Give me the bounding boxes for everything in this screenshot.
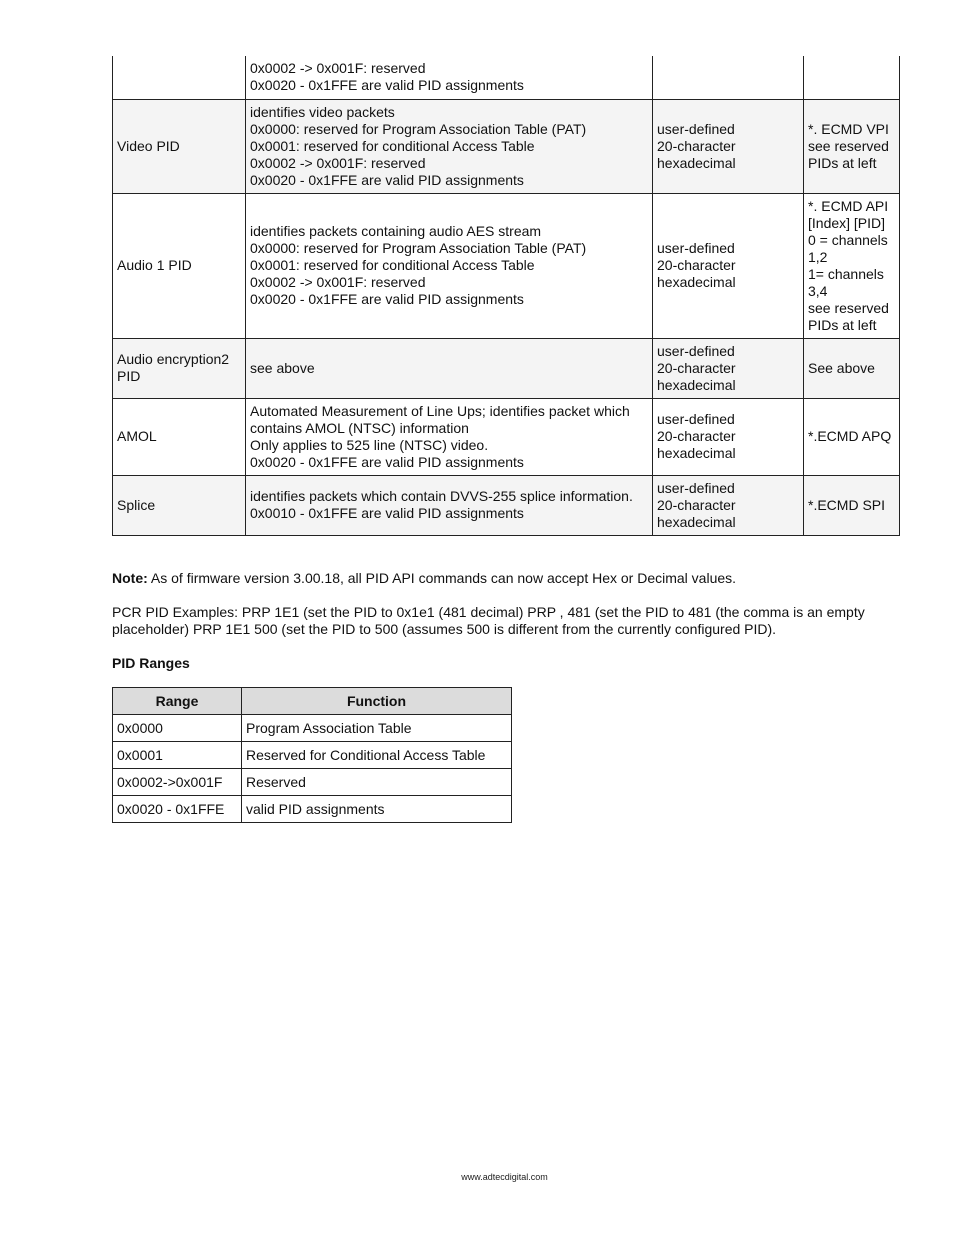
api-line: 1= channels (808, 265, 884, 282)
table-cell-name: Splice (113, 475, 246, 535)
table-cell-value (653, 398, 804, 475)
api-line: See above (808, 359, 875, 376)
api-line: see reserved (808, 299, 889, 316)
table-cell-api (804, 56, 900, 99)
value-line: hexadecimal (657, 376, 736, 393)
table-cell-description (246, 338, 653, 398)
table-row (113, 796, 512, 823)
note-text: As of firmware version 3.00.18, all PID API commands can now accept Hex or Decimal values. (147, 570, 737, 586)
range-cell: 0x0020 - 0x1FFE (113, 796, 242, 823)
table-row-audio-encryption2-pid (113, 338, 900, 398)
api-line: *.ECMD APQ (808, 428, 892, 444)
api-line: *.ECMD SPI (808, 496, 886, 513)
table-cell-description (246, 99, 653, 193)
value-line: 20-character (657, 428, 736, 444)
note-paragraph (112, 570, 902, 587)
range-cell: 0x0001 (113, 742, 242, 769)
api-line: PIDs at left (808, 316, 877, 333)
table-cell-name (113, 338, 246, 398)
table-cell-value (653, 193, 804, 338)
table-cell-api (804, 475, 900, 535)
api-line: PIDs at left (808, 154, 877, 171)
table-cell-value (653, 475, 804, 535)
pid-settings-table (112, 56, 900, 536)
description-line: contains AMOL (NTSC) information (250, 419, 469, 436)
table-header-row (113, 688, 512, 715)
table-cell-description (246, 398, 653, 475)
table-row-continuation (113, 56, 900, 99)
table-cell-name: Audio 1 PID (113, 193, 246, 338)
description-line: 0x0020 - 0x1FFE are valid PID assignments (250, 291, 524, 307)
value-line: 20-character (657, 496, 736, 513)
table-cell-api (804, 338, 900, 398)
column-header-function: Function (242, 688, 512, 715)
description-line: 0x0001: reserved for conditional Access Table (250, 257, 535, 273)
description-line: 0x0001: reserved for conditional Access Table (250, 137, 535, 154)
description-line: 0x0002 -> 0x001F: reserved (250, 154, 426, 171)
table-row (113, 769, 512, 796)
api-line: 3,4 (808, 282, 828, 299)
footer-url: www.adtecdigital.com (461, 1172, 548, 1182)
range-cell: 0x0000 (113, 715, 242, 742)
table-cell-value (653, 338, 804, 398)
api-line: [Index] [PID] (808, 214, 886, 231)
table-cell-description (246, 475, 653, 535)
description-line: 0x0020 - 0x1FFE are valid PID assignments (250, 453, 524, 470)
range-cell: 0x0002->0x001F (113, 769, 242, 796)
table-cell-api (804, 398, 900, 475)
description-line: 0x0020 - 0x1FFE are valid PID assignments (250, 77, 524, 94)
table-row (113, 742, 512, 769)
api-line: 1,2 (808, 248, 828, 265)
function-cell: Program Association Table (242, 715, 512, 742)
description-line: 0x0000: reserved for Program Association Table (PAT) (250, 240, 587, 256)
description-line: identifies packets which contain DVVS-255 splice information. (250, 488, 633, 504)
column-header-range: Range (113, 688, 242, 715)
description-line: 0x0010 - 0x1FFE are valid PID assignments (250, 505, 524, 521)
api-line: *. ECMD VPI (808, 120, 889, 137)
value-line: 20-character (657, 137, 736, 154)
note-label: Note: (112, 570, 148, 586)
description-line: see above (250, 359, 315, 376)
value-line: hexadecimal (657, 274, 736, 290)
value-line: hexadecimal (657, 445, 736, 461)
table-cell-description (246, 56, 653, 99)
pid-ranges-heading: PID Ranges (112, 655, 190, 671)
value-line: 20-character (657, 359, 736, 376)
table-row-amol (113, 398, 900, 475)
value-line: user-defined (657, 411, 735, 427)
api-line: 0 = channels (808, 231, 888, 248)
pid-ranges-table (112, 687, 512, 823)
description-line: Automated Measurement of Line Ups; identifies packet which (250, 402, 630, 419)
description-line: Only applies to 525 line (NTSC) video. (250, 436, 489, 453)
row-name-label: Audio encryption2 PID (117, 351, 230, 384)
table-row (113, 715, 512, 742)
function-cell: valid PID assignments (242, 796, 512, 823)
table-row-video-pid (113, 99, 900, 193)
value-line: 20-character (657, 257, 736, 273)
pcr-pid-examples: PCR PID Examples: PRP 1E1 (set the PID to 0x1e1 (481 decimal) PRP , 481 (set the PID to 481 (the comma is an empty placeholder) PRP 1E1 500 (set the PID to 500 (assumes 500 is different from the currently configured PID). (112, 604, 865, 637)
value-line: user-defined (657, 342, 735, 359)
description-line: 0x0002 -> 0x001F: reserved (250, 274, 426, 290)
value-line: hexadecimal (657, 154, 736, 171)
function-cell: Reserved for Conditional Access Table (242, 742, 512, 769)
table-row-audio-1-pid (113, 193, 900, 338)
table-cell-api (804, 193, 900, 338)
description-line: 0x0002 -> 0x001F: reserved (250, 60, 426, 77)
table-cell-name (113, 56, 246, 99)
table-cell-name: AMOL (113, 398, 246, 475)
description-line: identifies video packets (250, 103, 395, 120)
table-cell-api (804, 99, 900, 193)
description-line: 0x0020 - 0x1FFE are valid PID assignments (250, 171, 524, 188)
table-row-splice (113, 475, 900, 535)
value-line: user-defined (657, 479, 735, 496)
api-line: *. ECMD API (808, 197, 889, 214)
value-line: hexadecimal (657, 513, 736, 530)
value-line: user-defined (657, 120, 735, 137)
table-cell-value (653, 56, 804, 99)
table-cell-name: Video PID (113, 99, 246, 193)
table-cell-value (653, 99, 804, 193)
table-cell-description (246, 193, 653, 338)
value-line: user-defined (657, 240, 735, 256)
api-line: see reserved (808, 137, 889, 154)
description-line: 0x0000: reserved for Program Association Table (PAT) (250, 120, 587, 137)
description-line: identifies packets containing audio AES stream (250, 223, 542, 239)
function-cell: Reserved (242, 769, 512, 796)
